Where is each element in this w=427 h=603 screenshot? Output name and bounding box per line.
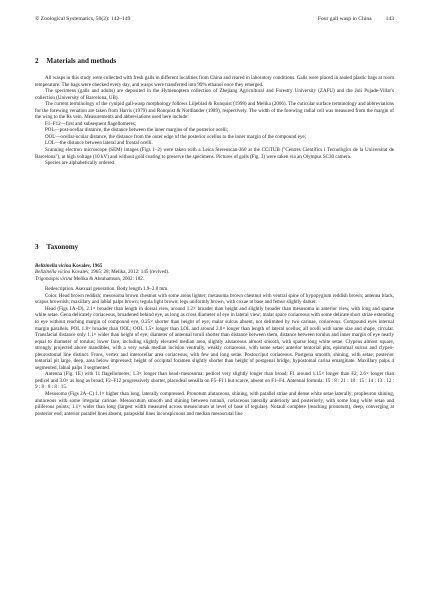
paragraph: The current terminology of the cynipid gall-wasp morphology follows Liljeblad & Ronquist (1998) and Melika (2006). The cuticular surface terminology and abbreviations for the forewing venation are taken from Harris (1979) and Ronquist & Nordlander (1989), respectively. The width of the forewing radial cell was measured from the margin of the wing to the Rs vein. Measurements and abbreviations used here include: xyxy=(35,101,394,121)
synonym-reference: Melika & Abrahamson, 2002: 182. xyxy=(73,275,145,282)
paragraph: Antenna (Fig. 1E) with 11 flagellomeres; 1.3× longer than head+mesosoma; pedicel very slightly longer than broad; F1 around 1.15× longer than F2, 2.6× longer than pedicel and 3.0× as long as broad; F2–F12 progressively shorter, placodeal sensilla on F5–F11 but scarce, absent on F1–F4. Antennal formula: 15 : 8 : 21 : 18 : 15 : 14 : 13 : 12 : 9 : 8 : 8 : 8 : 15. xyxy=(35,371,394,391)
description-body xyxy=(35,286,394,417)
section-heading xyxy=(35,57,394,66)
paragraph: Species are alphabetically ordered. xyxy=(45,160,116,167)
abbreviation-item: POL—post-ocellar distance, the distance between the inner margins of the posterior ocelli; xyxy=(45,127,229,134)
paragraph: Scanning electron microscope (SEM) images (Figs 1–2) were taken with a Leica Stereoscan-360 at the CCiTUB ("Centres Científics i Tecnològics de la Universitat de Barcelona"), at high voltage (10 kV) and without gold coating to preserve the specimens. Pictures of galls (Fig. 3) were taken via an Olympus SC30 camera. xyxy=(35,147,394,160)
running-head-right xyxy=(318,16,394,23)
synonym-name: Trigonaspis vicina xyxy=(35,275,73,282)
section-title: Materials and methods xyxy=(46,57,117,65)
paragraph: Redescription. Asexual generation. Body length 1.9–2.8 mm. xyxy=(45,286,169,293)
section-number: 3 xyxy=(35,243,39,251)
abbreviation-list xyxy=(35,121,394,147)
paragraph: All wasps in this study were collected with fresh galls in different localities from China and reared in laboratory conditions. Galls were placed in sealed plastic bags at room temperature. The bags were checked every day, and wasps were transferred into 99% ethanol once they emerged. xyxy=(35,75,394,88)
short-title: Four gall wasp in China xyxy=(317,16,372,22)
paragraph: Mesosoma (Figs 2A–C) 1.1× higher than long, laterally compressed. Pronotum alutaceous, shining, with parallel striae and dense white setae laterally; propleuron shining, alutaceous with some irregular carinae. Mesoscutum smooth and shining between notauli, coriaceous laterally anteriorly and posteriorly, with some long white setae and piliferous points; 1.1× wider than long (largest width measured across mesoscutum at level of base of tegulae). Notauli complete (reaching pronotum), deep, converging at posterior end; anterior parallel lines absent, parapsidal lines inconspicuous and median mesoscutal line xyxy=(35,390,394,417)
page-number: 143 xyxy=(385,16,394,22)
abbreviation-item: LOL—the distance between lateral and frontal ocelli. xyxy=(45,140,153,147)
synonym-name: Belizinella vicina xyxy=(35,269,71,276)
journal-citation: © Zoological Systematics, 50(2): 142–149 xyxy=(35,16,131,22)
species-authority: Kovalev, 1965 xyxy=(72,263,103,269)
paragraph: The specimens (galls and adults) are deposited in the Hymenoptera collection of Zhejiang Agricultural and Forestry University (ZAFU) and the Juli Pujade-Villar's collection (University of Barcelona, UB). xyxy=(35,88,394,101)
section-taxonomy xyxy=(35,243,394,417)
running-head xyxy=(35,16,394,23)
taxon-header xyxy=(35,263,394,282)
abbreviation-item: OOL—ocellar-ocular distance, the distance from the outer edge of the posterior ocellus to the inner margin of the compound eye; xyxy=(45,133,307,140)
species-name: Belizinella vicina xyxy=(35,263,72,269)
section-heading xyxy=(35,243,394,252)
paragraph: Color. Head brown reddish; mesosoma brown chestnut with some areas lighter; metasoma brown chestnut with ventral spine of hypopygium reddish brown; antenna black, scapus brownish; maxillary and labial palps brown; tegula light brown; legs uniformly brown, with coxae at base and femur slightly darker. xyxy=(35,292,394,306)
section-title: Taxonomy xyxy=(46,243,79,251)
synonym-line xyxy=(35,276,394,282)
abbreviation-item: F1–F12—first and subsequent flagellomeres; xyxy=(45,120,137,127)
section-number: 2 xyxy=(35,57,39,65)
paragraph: Head (Figs 1A–D), 2.1× broader than length in dorsal view, around 1.2× broader than height and slightly broader than mesosoma in anterior view, with long and sparse white setae. Gena delicately coriaceous, broadened behind eye, as long as cross diameter of eye in lateral view; malar space coriaceous with some delicate short striae extending to eye without reaching margin of compound eye, 0.25× shorter than height of eye; malar sulcus absent, not delimited by two carinae, coriaceous. Compound eyes internal margin parallels. POL 1.8× broader than OOL; OOL 1.5× longer than LOL and around 2.0× longer than length of lateral ocellus; all ocelli with same size and shape, circular. Transfacial distance only 1.1× wider than height of eye; diameter of antennal toruli shorter than distance between them, distance between torulus and inner margin of eye nearly equal to diameter of torulus; lower face, including slightly elevated median area, slightly alutaceous almost smooth, with sparse long white setae. Clypeus almost square, strongly projected above mandibles, with a very weak median incision ventrally, weakly coriaceous, with some setae; anterior tentorial pits, epistomal sulcus and clypeo-pleurostomal line distinct. Frons, vertex and interocellar area coriaceous, with few and long setae. Postocciput coriaceous. Postgena smooth, shining, with setae; posterior tentorial pit large, deep, area below impressed; height of occipital foramen slightly shorter than height of postgenal bridge; hypostomal carina emarginate. Maxillary palps 4 segmented, labial palps 3 segmented. xyxy=(35,305,394,371)
section-materials-methods xyxy=(35,57,394,167)
methods-body xyxy=(35,75,394,167)
synonym-reference: Kovalev, 1965: 28; Melika, 2012: 145 (revived). xyxy=(71,269,170,276)
